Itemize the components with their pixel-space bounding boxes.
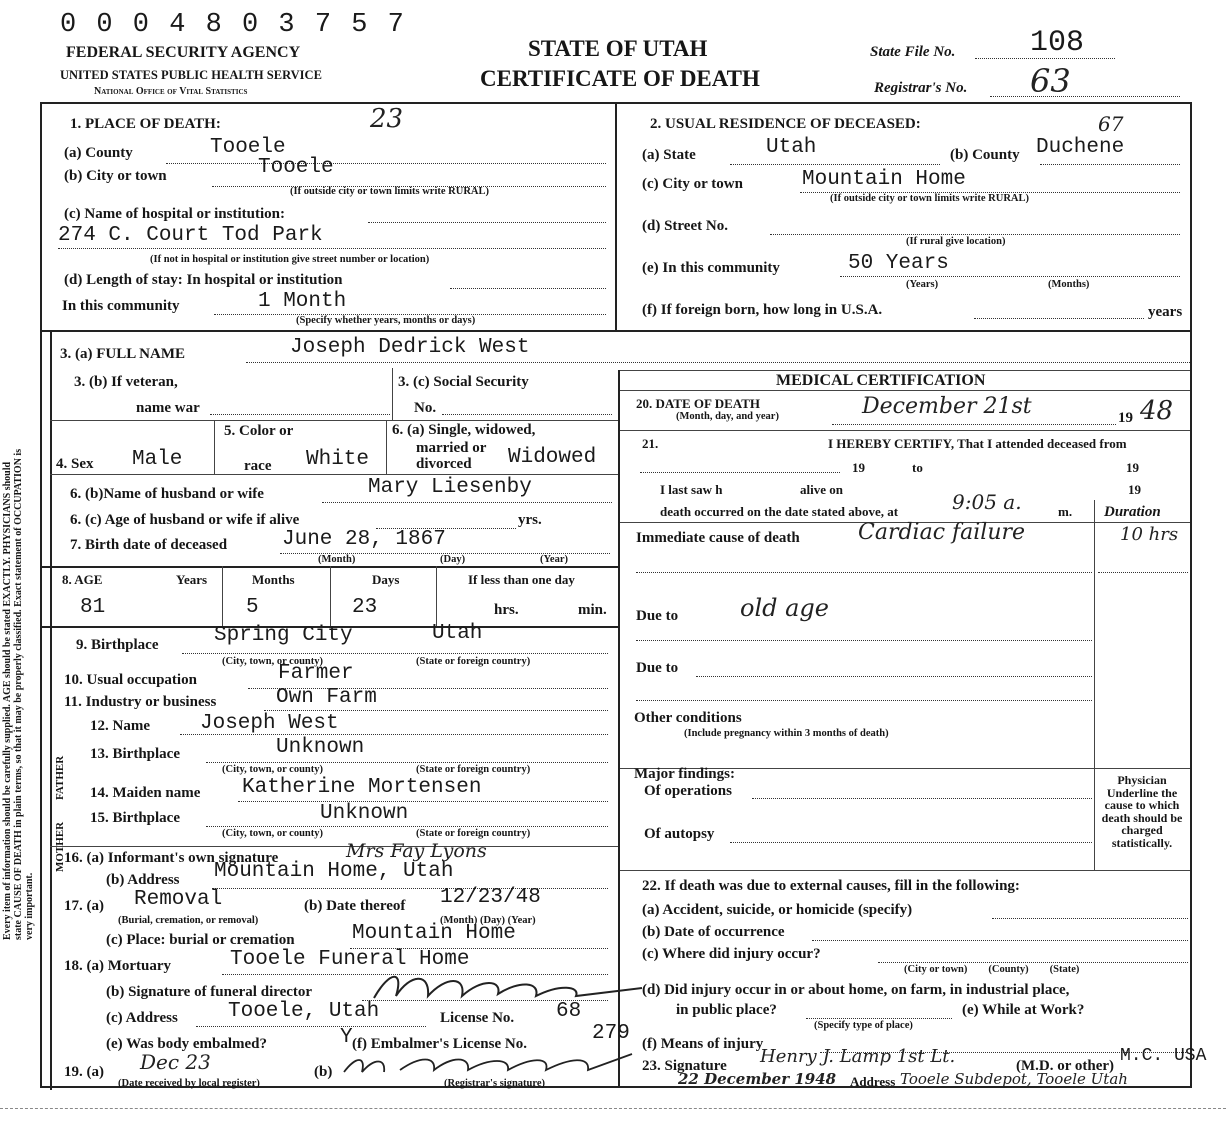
- top-divider: [615, 102, 617, 330]
- mortuary-label: 18. (a) Mortuary: [64, 958, 172, 974]
- yrs-label: yrs.: [518, 512, 542, 528]
- place-code: 23: [370, 104, 404, 134]
- age-div2: [330, 566, 331, 626]
- registrar-number: 63: [1030, 62, 1071, 100]
- death-time-m: m.: [1058, 504, 1073, 519]
- certificate-title: CERTIFICATE OF DEATH: [480, 66, 760, 91]
- birthplace-state: Utah: [432, 622, 483, 645]
- place-county-line: [166, 163, 606, 164]
- duration-label: Duration: [1104, 504, 1161, 520]
- med-rule-head: [620, 390, 1190, 391]
- mortuary-address-line: [196, 1026, 426, 1027]
- birthplace-city: Spring City: [214, 624, 353, 647]
- war-line: [210, 414, 390, 415]
- state-file-number: 108: [1030, 26, 1085, 60]
- mother-state-note: (State or foreign country): [416, 828, 531, 839]
- death-year-prefix: 19: [1118, 410, 1133, 426]
- burial-date-label: (b) Date thereof: [304, 898, 406, 914]
- hospital-value: 274 C. Court Tod Park: [58, 224, 323, 247]
- ss-divider: [392, 368, 393, 420]
- occurred-label: death occurred on the date stated above, at: [660, 504, 899, 519]
- immediate-duration: 10 hrs: [1120, 524, 1179, 545]
- res-street-note: (If rural give location): [906, 236, 1006, 247]
- age-days: 23: [352, 596, 378, 619]
- community-label: In this community: [62, 298, 180, 314]
- spouse-value: Mary Liesenby: [368, 476, 532, 499]
- ext-c-line: [878, 962, 1188, 963]
- service-name: UNITED STATES PUBLIC HEALTH SERVICE: [60, 68, 322, 82]
- age-years-label: Years: [176, 572, 208, 587]
- res-city-note: (If outside city or town limits write RURAL): [830, 193, 1029, 204]
- place-head: 1. PLACE OF DEATH:: [70, 116, 221, 132]
- informant-address-label: (b) Address: [106, 872, 180, 888]
- age-div3: [436, 566, 437, 626]
- director-label: (b) Signature of funeral director: [106, 984, 313, 1000]
- received-label: 19. (a): [64, 1064, 104, 1080]
- spouse-age-label: 6. (c) Age of husband or wife if alive: [70, 512, 300, 528]
- due2-line2: [636, 700, 1092, 701]
- ext-b: (b) Date of occurrence: [642, 924, 785, 940]
- frame-right: [1190, 102, 1192, 1088]
- father-bp: Unknown: [276, 736, 365, 759]
- physician-divider: [1094, 768, 1095, 870]
- md-label: (M.D. or other): [1016, 1058, 1115, 1074]
- license-label: License No.: [440, 1010, 515, 1026]
- death-date: December 21st: [862, 394, 1032, 419]
- major-label: Major findings:: [634, 766, 735, 782]
- frame-left: [40, 102, 42, 1088]
- lastsaw-label: I last saw h: [660, 482, 723, 497]
- res-street-line: [770, 234, 1180, 235]
- marital-label1: 6. (a) Single, widowed,: [392, 422, 536, 438]
- informant-signature: Mrs Fay Lyons: [346, 840, 487, 862]
- hospital-note: (If not in hospital or institution give street number or location): [150, 254, 430, 265]
- war-label: name war: [136, 400, 200, 416]
- father-state-note: (State or foreign country): [416, 764, 531, 775]
- registrar-label: Registrar's No.: [874, 80, 968, 96]
- residence-head: 2. USUAL RESIDENCE OF DECEASED:: [650, 116, 921, 132]
- mother-name: Katherine Mortensen: [242, 776, 482, 799]
- mortuary-address: Tooele, Utah: [228, 1000, 380, 1023]
- father-city-note: (City, town, or county): [222, 764, 324, 775]
- ss-label: 3. (c) Social Security: [398, 374, 529, 390]
- res-community-line: [840, 276, 1180, 277]
- registrar-line: [990, 96, 1180, 97]
- burial-note: (Burial, cremation, or removal): [118, 915, 259, 926]
- certify-from-line: [640, 472, 840, 473]
- occupation-label: 10. Usual occupation: [64, 672, 197, 688]
- ext-a: (a) Accident, suicide, or homicide (specify): [642, 902, 913, 918]
- res-state-label: (a) State: [642, 147, 696, 163]
- autopsy-label: Of autopsy: [644, 826, 715, 842]
- certify-no: 21.: [642, 436, 659, 451]
- physician-address-label: Address: [850, 1074, 896, 1089]
- physician-address: Tooele Subdepot, Tooele Utah: [900, 1070, 1128, 1088]
- mother-bp-label: 15. Birthplace: [90, 810, 180, 826]
- mother-bp-line: [206, 826, 608, 827]
- res-street-label: (d) Street No.: [642, 218, 728, 234]
- ss-no-label: No.: [414, 400, 437, 416]
- res-foreign-line: [974, 318, 1144, 319]
- ext-c: (c) Where did injury occur?: [642, 946, 821, 962]
- due1-line2: [636, 640, 1092, 641]
- race-divider: [386, 420, 387, 474]
- certificate-serial: 0 0 0 4 8 0 3 7 5 7: [60, 10, 406, 40]
- age-min: min.: [578, 602, 607, 618]
- inner-left-line: [50, 330, 52, 1090]
- res-county: Duchene: [1036, 136, 1125, 159]
- immediate-line2: [636, 572, 1092, 573]
- director-signature: [370, 966, 650, 1006]
- spouse-line: [322, 502, 612, 503]
- age-hrs: hrs.: [494, 602, 519, 618]
- state-title: STATE OF UTAH: [528, 36, 708, 61]
- birthplace-label: 9. Birthplace: [76, 637, 159, 653]
- certify-to: to: [912, 460, 923, 475]
- res-county-line: [1040, 164, 1180, 165]
- agency-name: FEDERAL SECURITY AGENCY: [66, 44, 301, 61]
- hospital-value-line: [58, 248, 606, 249]
- death-date-label: 20. DATE OF DEATH: [636, 396, 760, 411]
- age-label: 8. AGE: [62, 572, 103, 587]
- rule-420: [50, 420, 618, 421]
- birthplace-city-note: (City, town, or county): [222, 656, 324, 667]
- res-months-note: (Months): [1048, 279, 1090, 290]
- license-value: 68: [556, 1000, 582, 1023]
- community-note: (Specify whether years, months or days): [296, 315, 476, 326]
- ext-d-line: [806, 1018, 952, 1019]
- birthplace-state-note: (State or foreign country): [416, 656, 531, 667]
- stay-label: (d) Length of stay: In hospital or institution: [64, 272, 343, 288]
- mortuary-address-label: (c) Address: [106, 1010, 178, 1026]
- mother-name-line: [238, 801, 608, 802]
- race-label: race: [244, 458, 272, 474]
- place-city: Tooele: [258, 156, 334, 179]
- sex-value: Male: [132, 448, 183, 471]
- place-county: Tooele: [210, 136, 286, 159]
- age-div1: [222, 566, 223, 626]
- marital-label3: divorced: [416, 456, 472, 472]
- age-lt-day-label: If less than one day: [468, 572, 575, 587]
- place-city-note: (If outside city or town limits write RURAL): [290, 186, 489, 197]
- ext-f: (f) Means of injury: [642, 1036, 764, 1052]
- community-value: 1 Month: [258, 290, 347, 313]
- hospital-label: (c) Name of hospital or institution:: [64, 206, 285, 222]
- burial-date-note: (Month) (Day) (Year): [440, 915, 536, 926]
- signature-date: 22 December 1948: [678, 1070, 837, 1088]
- sex-divider: [214, 420, 215, 474]
- ext-d2: in public place?: [676, 1002, 777, 1018]
- mother-bp: Unknown: [320, 802, 409, 825]
- hospital-line: [368, 222, 606, 223]
- ext-e: (e) While at Work?: [962, 1002, 1085, 1018]
- burial-place: Mountain Home: [352, 922, 516, 945]
- med-rule-top: [620, 370, 1190, 371]
- birth-label: 7. Birth date of deceased: [70, 537, 228, 553]
- mortuary: Tooele Funeral Home: [230, 948, 470, 971]
- alive-on-19: 19: [1128, 482, 1141, 497]
- res-years-note: (Years): [906, 279, 939, 290]
- father-bp-line: [206, 762, 608, 763]
- res-foreign-label: (f) If foreign born, how long in U.S.A.: [642, 302, 883, 318]
- certify-to-19: 19: [1126, 460, 1139, 475]
- death-date-line: [832, 424, 1116, 425]
- age-years: 81: [80, 596, 106, 619]
- rule-474: [50, 474, 618, 475]
- burial-place-label: (c) Place: burial or cremation: [106, 932, 295, 948]
- informant-label: 16. (a) Informant's own signature: [64, 850, 279, 866]
- medical-head: MEDICAL CERTIFICATION: [776, 372, 986, 389]
- external-label: 22. If death was due to external causes, fill in the following:: [642, 878, 1020, 894]
- father-tag: FATHER: [54, 755, 66, 800]
- res-community-label: (e) In this community: [642, 260, 780, 276]
- med-rule-430: [620, 430, 1190, 431]
- duration-divider: [1094, 500, 1095, 768]
- res-years: years: [1148, 304, 1183, 320]
- embalmer-license: 279: [592, 1022, 630, 1045]
- veteran-label: 3. (b) If veteran,: [74, 374, 178, 390]
- burial-date: 12/23/48: [440, 886, 541, 909]
- burial-value: Removal: [134, 888, 223, 911]
- embalmed-value: Y: [340, 1026, 353, 1049]
- res-city: Mountain Home: [802, 168, 966, 191]
- death-year: 48: [1140, 396, 1174, 426]
- res-state: Utah: [766, 136, 817, 159]
- residence-rule: [40, 330, 1192, 332]
- page-edge: [0, 1108, 1226, 1109]
- operations-line: [752, 798, 1092, 799]
- registrar-signature: [340, 1050, 640, 1080]
- death-date-note: (Month, day, and year): [676, 411, 779, 422]
- due1-label: Due to: [636, 608, 679, 624]
- full-name-line: [246, 362, 1190, 363]
- registrar-note: (Registrar's signature): [444, 1078, 545, 1089]
- due2-line: [696, 676, 1092, 677]
- birthplace-line: [182, 653, 608, 654]
- immediate-dur-line2: [1098, 572, 1188, 573]
- res-community: 50 Years: [848, 252, 949, 275]
- ss-line: [442, 414, 612, 415]
- mother-name-label: 14. Maiden name: [90, 785, 201, 801]
- md-value: M.C. USA: [1120, 1046, 1207, 1066]
- race-value: White: [306, 448, 370, 471]
- father-bp-label: 13. Birthplace: [90, 746, 180, 762]
- due2-label: Due to: [636, 660, 679, 676]
- place-city-label: (b) City or town: [64, 168, 167, 184]
- informant-address: Mountain Home, Utah: [214, 860, 454, 883]
- ext-b-line: [812, 940, 1188, 941]
- physician-signature: Henry J. Lamp 1st Lt.: [760, 1046, 956, 1067]
- birth-day-note: (Day): [440, 554, 466, 565]
- due1-value: old age: [740, 594, 829, 622]
- physician-note: Physician Underline the cause to which death should be charged statistically.: [1101, 773, 1183, 850]
- office-name: National Office of Vital Statistics: [94, 86, 248, 97]
- stay-line: [450, 288, 606, 289]
- ext-d: (d) Did injury occur in or about home, on farm, in industrial place,: [642, 982, 1070, 998]
- age-days-label: Days: [372, 572, 400, 587]
- birth-value: June 28, 1867: [282, 528, 446, 551]
- signature-label: 23. Signature: [642, 1058, 727, 1074]
- father-name: Joseph West: [200, 712, 339, 735]
- occupation: Farmer: [278, 662, 354, 685]
- informant-address-line: [212, 888, 608, 889]
- operations-label: Of operations: [644, 783, 732, 799]
- received-date: Dec 23: [140, 1050, 211, 1074]
- burial-label: 17. (a): [64, 898, 104, 914]
- industry-line: [264, 710, 608, 711]
- residence-code: 67: [1098, 112, 1124, 136]
- mother-city-note: (City, town, or county): [222, 828, 324, 839]
- death-time: 9:05 a.: [952, 490, 1022, 514]
- ext-a-line: [992, 918, 1188, 919]
- full-name: Joseph Dedrick West: [290, 336, 530, 359]
- res-city-label: (c) City or town: [642, 176, 743, 192]
- immediate-label: Immediate cause of death: [636, 530, 800, 546]
- marital-label2: married or: [416, 440, 487, 456]
- birth-month-note: (Month): [318, 554, 356, 565]
- age-months-label: Months: [252, 572, 295, 587]
- alive-on-label: alive on: [800, 482, 843, 497]
- rule-846: [50, 846, 618, 847]
- embalmer-label: (f) Embalmer's License No.: [352, 1036, 527, 1052]
- autopsy-line: [730, 842, 1092, 843]
- registrar-sig-label: (b): [314, 1064, 333, 1080]
- color-label: 5. Color or: [224, 423, 294, 439]
- received-note: (Date received by local register): [118, 1078, 260, 1089]
- state-file-label: State File No.: [870, 44, 956, 60]
- full-name-label: 3. (a) FULL NAME: [60, 346, 185, 362]
- ext-d-note: (Specify type of place): [814, 1020, 913, 1031]
- industry: Own Farm: [276, 686, 377, 709]
- side-instructions: Every item of information should be carefully supplied. AGE should be stated EXACTLY. PHYSICIANS should state CAUSE OF DEATH in plain terms, so that it may be properly classified. Exact statement of OCCUPATION is very important.: [2, 448, 35, 940]
- med-rule-870: [620, 870, 1190, 871]
- father-name-label: 12. Name: [90, 718, 150, 734]
- sex-label: 4. Sex: [56, 456, 94, 472]
- marital-value: Widowed: [508, 446, 597, 469]
- other-label: Other conditions: [634, 710, 742, 726]
- ext-c-note: (City or town) (County) (State): [904, 964, 1080, 975]
- res-county-label: (b) County: [950, 147, 1020, 163]
- industry-label: 11. Industry or business: [64, 694, 217, 710]
- embalmed-label: (e) Was body embalmed?: [106, 1036, 267, 1052]
- immediate-cause: Cardiac failure: [858, 520, 1026, 545]
- certify-text: I HEREBY CERTIFY, That I attended deceased from: [828, 436, 1127, 451]
- other-note: (Include pregnancy within 3 months of death): [684, 728, 889, 739]
- res-state-line: [730, 164, 940, 165]
- spouse-label: 6. (b)Name of husband or wife: [70, 486, 264, 502]
- birth-year-note: (Year): [540, 554, 568, 565]
- certify-from-19: 19: [852, 460, 865, 475]
- age-months: 5: [246, 596, 259, 619]
- place-county-label: (a) County: [64, 145, 133, 161]
